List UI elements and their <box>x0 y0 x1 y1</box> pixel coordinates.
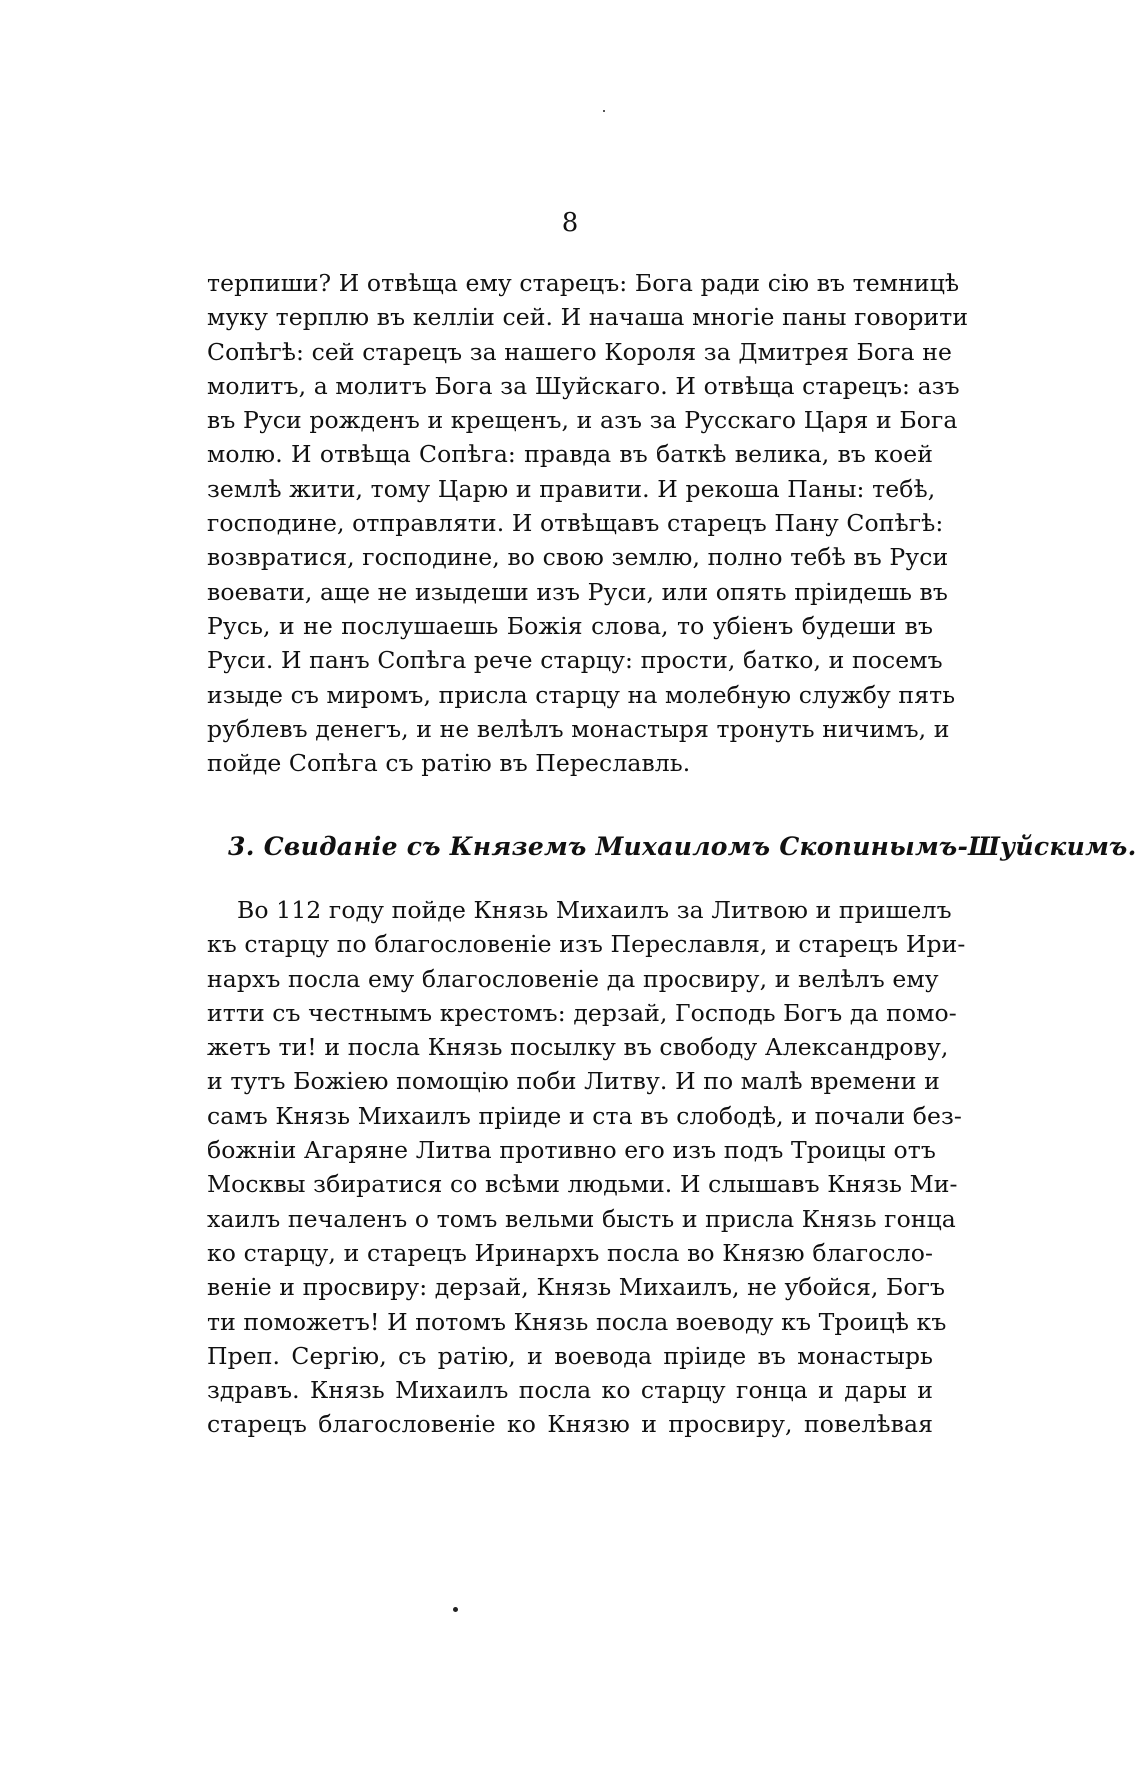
text-line: землѣ жити, тому Царю и правити. И рекоша Паны: тебѣ, <box>207 474 936 503</box>
text-line: терпиши? И отвѣща ему старецъ: Бога ради сію въ темницѣ <box>207 269 960 297</box>
paragraph-2 <box>207 893 966 1442</box>
text-line: Преп. Сергію, съ ратію, и воевода пріиде въ монастырь <box>207 1341 933 1370</box>
text-line: старецъ благословеніе ко Князю и просвиру, повелѣвая <box>207 1410 933 1439</box>
text-line: самъ Князь Михаилъ пріиде и ста въ слободѣ, и почали без- <box>207 1101 962 1130</box>
text-line: ко старцу, и старецъ Иринархъ посла во Князю благосло- <box>207 1238 933 1267</box>
speck-mark <box>453 1607 458 1612</box>
text-line: итти съ честнымъ крестомъ: дерзай, Господь Богъ да помо- <box>207 998 957 1027</box>
text-line: изыде съ миромъ, присла старцу на молебную службу пять <box>207 680 956 709</box>
text-line: здравъ. Князь Михаилъ посла ко старцу гонца и дары и <box>207 1376 933 1405</box>
text-line: къ старцу по благословеніе изъ Переславля, и старецъ Ири- <box>207 930 966 959</box>
text-line: и тутъ Божіею помощію поби Литву. И по малѣ времени и <box>207 1067 940 1096</box>
text-line: Русь, и не послушаешь Божія слова, то убіенъ будеши въ <box>207 611 933 640</box>
text-line: въ Руси рожденъ и крещенъ, и азъ за Русскаго Царя и Бога <box>207 406 958 435</box>
text-line: веніе и просвиру: дерзай, Князь Михаилъ, не убойся, Богъ <box>207 1273 946 1302</box>
text-line: Во 112 году пойде Князь Михаилъ за Литвою и пришелъ <box>237 896 952 924</box>
text-line: молю. И отвѣща Сопѣга: правда въ баткѣ велика, въ коей <box>207 440 933 469</box>
text-line: нархъ посла ему благословеніе да просвиру, и велѣлъ ему <box>207 964 939 993</box>
text-line: пойде Сопѣга съ ратію въ Переславль. <box>207 749 691 778</box>
section-heading: 3. Свиданіе съ Княземъ Михаиломъ Скопинымъ-Шуйскимъ. <box>228 832 1137 861</box>
text-line: хаилъ печаленъ о томъ вельми бысть и присла Князь гонца <box>207 1204 956 1233</box>
text-line: ти поможетъ! И потомъ Князь посла воеводу къ Троицѣ къ <box>207 1307 947 1336</box>
text-line: Москвы збиратися со всѣми людьми. И слышавъ Князь Ми- <box>207 1170 958 1199</box>
text-line: рублевъ денегъ, и не велѣлъ монастыря тронуть ничимъ, и <box>207 714 950 743</box>
text-line: воевати, аще не изыдеши изъ Руси, или опять пріидешь въ <box>207 577 948 606</box>
paragraph-1 <box>207 266 969 780</box>
text-line: молитъ, а молитъ Бога за Шуйскаго. И отвѣща старецъ: азъ <box>207 371 960 400</box>
text-line: жетъ ти! и посла Князь посылку въ свободу Александрову, <box>207 1033 949 1062</box>
text-line: муку терплю въ келліи сей. И начаша многіе паны говорити <box>207 303 969 332</box>
text-line: господине, отправляти. И отвѣщавъ старецъ Пану Сопѣгѣ: <box>207 509 944 538</box>
text-line: возвратися, господине, во свою землю, полно тебѣ въ Руси <box>207 543 949 572</box>
text-line: Руси. И панъ Сопѣга рече старцу: прости, батко, и посемъ <box>207 646 943 675</box>
text-line: Сопѣгѣ: сей старецъ за нашего Короля за Дмитрея Бога не <box>207 337 952 366</box>
page-number: 8 <box>561 208 579 238</box>
speck-mark <box>603 110 605 112</box>
text-line: божніи Агаряне Литва противно его изъ подъ Троицы отъ <box>207 1136 936 1165</box>
